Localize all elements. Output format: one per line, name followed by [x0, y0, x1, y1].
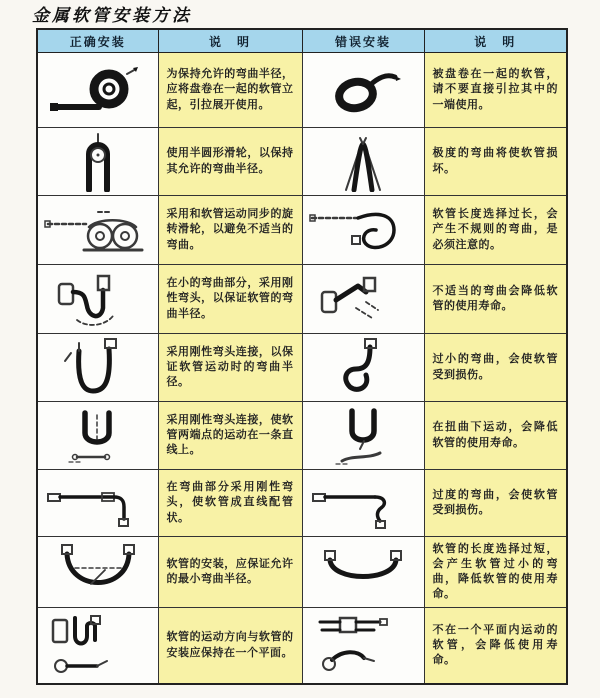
motion-in-single-plane-trap-icon	[41, 612, 155, 680]
wrong-description-cell	[424, 128, 567, 196]
hose-over-semicircular-pulley-icon	[43, 132, 153, 192]
table-row	[37, 470, 567, 537]
installation-methods-table	[36, 28, 568, 685]
description-text: 为保持允许的弯曲半径，应将盘卷在一起的软管立起，引拉展开使用。	[166, 68, 294, 111]
hose-too-short-flat-u-icon	[306, 540, 420, 604]
u-loop-twisted-motion-icon	[308, 405, 418, 467]
coiled-hose-pulled-from-end-icon	[308, 59, 418, 121]
description-text: 使用半圆形滑轮，以保持其允许的弯曲半径。	[166, 147, 294, 175]
correct-image-cell	[37, 334, 158, 402]
description-text: 极度的弯曲将使软管损坏。	[432, 147, 558, 175]
header-wrong-description: 说 明	[424, 29, 567, 53]
description-text: 采用和软管运动同步的旋转滑轮，以避免不适当的弯曲。	[166, 208, 294, 251]
description-text: 过度的弯曲，会使软管受到损伤。	[432, 488, 558, 516]
description-text: 在弯曲部分采用刚性弯头，使软管成直线配管状。	[166, 481, 294, 524]
header-correct-install: 正确安装	[37, 29, 158, 53]
table-row	[37, 196, 567, 265]
header-row	[37, 29, 567, 53]
correct-image-cell	[37, 608, 158, 685]
motion-out-of-plane-icon	[306, 612, 420, 680]
too-small-bend-hook-icon	[308, 337, 418, 399]
wrong-description-cell	[424, 470, 567, 537]
description-text: 软管的安装，应保证允许的最小弯曲半径。	[166, 557, 294, 585]
wrong-description-cell	[424, 402, 567, 470]
description-text: 被盘卷在一起的软管，请不要直接引拉其中的一端使用。	[432, 68, 558, 111]
correct-image-cell	[37, 402, 158, 470]
header-correct-description: 说 明	[158, 29, 302, 53]
description-text: 过小的弯曲，会使软管受到损伤。	[432, 353, 558, 381]
wrong-image-cell	[302, 53, 424, 128]
wrong-image-cell	[302, 402, 424, 470]
straight-run-with-rigid-elbow-icon	[42, 473, 154, 533]
wrong-description-cell	[424, 265, 567, 334]
correct-description-cell	[158, 53, 302, 128]
correct-image-cell	[37, 537, 158, 608]
table-row	[37, 265, 567, 334]
wrong-image-cell	[302, 608, 424, 685]
wrong-image-cell	[302, 334, 424, 402]
wrong-image-cell	[302, 470, 424, 537]
description-text: 不适当的弯曲会降低软管的使用寿命。	[432, 284, 558, 312]
correct-image-cell	[37, 265, 158, 334]
correct-description-cell	[158, 537, 302, 608]
correct-description-cell	[158, 608, 302, 685]
description-text: 在扭曲下运动，会降低软管的使用寿命。	[432, 421, 558, 449]
correct-description-cell	[158, 128, 302, 196]
wrong-image-cell	[302, 128, 424, 196]
table-row	[37, 537, 567, 608]
description-text: 软管的运动方向与软管的安装应保持在一个平面。	[166, 631, 294, 659]
table-row	[37, 402, 567, 470]
rigid-elbow-at-small-bend-icon	[43, 268, 153, 330]
correct-image-cell	[37, 128, 158, 196]
correct-description-cell	[158, 334, 302, 402]
page-title: 金属软管安装方法	[32, 6, 192, 25]
wrong-description-cell	[424, 53, 567, 128]
description-text: 采用刚性弯头连接，以保证软管运动时的弯曲半径。	[166, 345, 294, 389]
wrong-image-cell	[302, 196, 424, 265]
u-loop-ends-inline-icon	[43, 405, 153, 467]
header-wrong-install: 错误安装	[302, 29, 424, 53]
table-row	[37, 128, 567, 196]
description-text: 在小的弯曲部分，采用刚性弯头，以保证软管的弯曲半径。	[166, 277, 294, 320]
correct-description-cell	[158, 196, 302, 265]
correct-image-cell	[37, 470, 158, 537]
table-row	[37, 608, 567, 685]
description-text: 软管长度选择过长，会产生不规则的弯曲，是必须注意的。	[432, 208, 558, 251]
table-row	[37, 334, 567, 402]
table-row	[37, 53, 567, 128]
description-text: 软管的长度选择过短，会产生软管过小的弯曲，降低软管的使用寿命。	[432, 542, 558, 601]
description-text: 采用刚性弯头连接，使软管两端点的运动在一条直线上。	[166, 413, 294, 457]
correct-image-cell	[37, 196, 158, 265]
synchronized-rotating-pulleys-icon	[42, 200, 154, 260]
description-text: 不在一个平面内运动的软管，会降低使用寿命。	[432, 623, 558, 667]
wrong-description-cell	[424, 334, 567, 402]
excessive-elbow-bend-icon	[307, 473, 419, 533]
wrong-description-cell	[424, 196, 567, 265]
hose-extreme-bend-icon	[308, 132, 418, 192]
wrong-image-cell	[302, 265, 424, 334]
hose-too-long-irregular-loop-icon	[308, 200, 418, 260]
correct-description-cell	[158, 470, 302, 537]
correct-description-cell	[158, 265, 302, 334]
deep-sag-u-hose-icon	[41, 540, 155, 604]
wrong-description-cell	[424, 608, 567, 685]
rigid-elbow-u-loop-icon	[43, 337, 153, 399]
wrong-image-cell	[302, 537, 424, 608]
correct-image-cell	[37, 53, 158, 128]
coiled-hose-upright-icon	[43, 59, 153, 121]
correct-description-cell	[158, 402, 302, 470]
wrong-description-cell	[424, 537, 567, 608]
improper-sharp-bend-icon	[308, 268, 418, 330]
